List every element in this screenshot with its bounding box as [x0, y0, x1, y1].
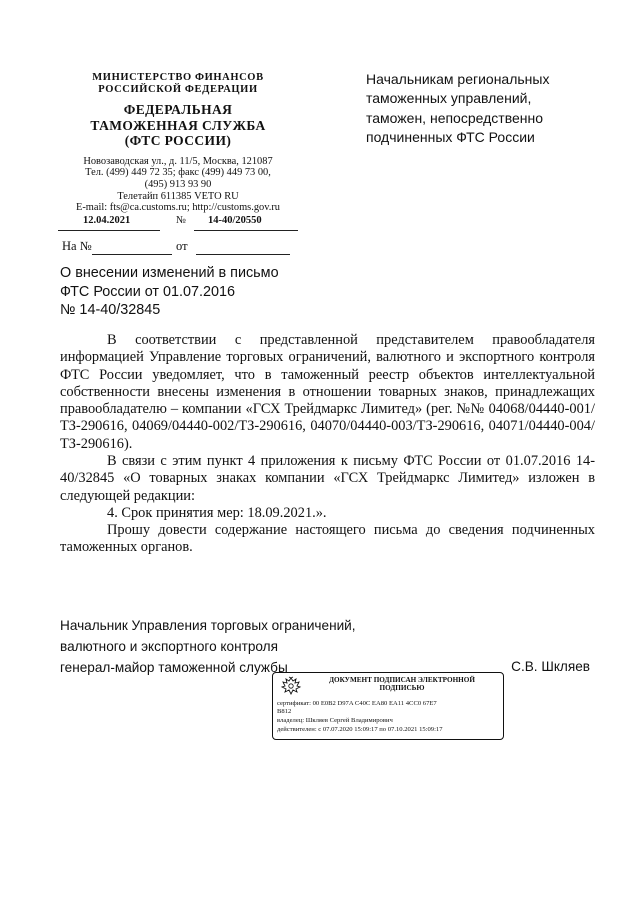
reference-date-blank [196, 254, 290, 255]
addressee-line: Начальникам региональных [366, 71, 550, 87]
signature-block [60, 615, 590, 678]
addressee-line: таможен, непосредственно [366, 109, 544, 126]
number-sign: № [176, 215, 187, 226]
certificate-serial: сертификат: 00 E0B2 D97A C40C EA80 EA11 4CC0 67E7 [277, 700, 437, 707]
subject-line: О внесении изменений в письмо [60, 265, 279, 281]
body-paragraph: 4. Срок принятия мер: 18.09.2021.». [107, 504, 327, 521]
email-line: E-mail: fts@ca.customs.ru; http://customs.gov.ru [76, 202, 280, 214]
date-underline [58, 230, 160, 231]
e-signature-stamp [272, 672, 504, 740]
letter-body [60, 332, 595, 557]
subject-line: № 14-40/32845 [60, 302, 161, 319]
ministry-line: МИНИСТЕРСТВО ФИНАНСОВ [92, 72, 264, 83]
sender-header [58, 72, 298, 214]
document-date: 12.04.2021 [83, 215, 131, 226]
teletype-line: Телетайп 611385 VETO RU [117, 190, 239, 202]
phone-line: Тел. (499) 449 72 35; факс (499) 449 73 00, [85, 167, 271, 179]
certificate-serial-cont: B812 [277, 708, 292, 715]
signatory-position: валютного и экспортного контроля [60, 639, 278, 655]
stamp-title-line: ДОКУМЕНТ ПОДПИСАН ЭЛЕКТРОННОЙ [329, 676, 475, 684]
addressee-line: подчиненных ФТС России [366, 128, 535, 145]
body-paragraph: В соответствии с представленной представителем правообладателя информацией Управление торговых ограничений, валютного и экспортного контроля ФТС России уведомляет, что в таможенный реестр объектов интеллектуальной собственности внесены изменения в отношении товарных знаков, принадлежащих правообладателю – компании «ГСХ Трейдмаркс Лимитед» (рег. №№ 04068/04440-001/ТЗ-290616, 04069/04440-002/ТЗ-290616, 04070/04440-003/ТЗ-290616, 04071/04440-004/ТЗ-290616). [60, 332, 595, 452]
signatory-rank: генерал-майор таможенной службы [60, 660, 288, 676]
body-paragraph: В связи с этим пункт 4 приложения к письму ФТС России от 01.07.2016 14-40/32845 «О товарных знаках компании «ГСХ Трейдмаркс Лимитед» изложен в следующей редакции: [60, 452, 595, 504]
reference-number-blank [92, 254, 172, 255]
subject-line: ФТС России от 01.07.2016 [60, 283, 236, 300]
signatory-position: Начальник Управления торговых ограничений, [60, 618, 356, 633]
reference-date-label: от [176, 239, 188, 253]
stamp-title [307, 676, 497, 693]
agency-contacts [58, 156, 298, 214]
signatory-name: С.В. Шкляев [511, 659, 590, 674]
certificate-validity: действителен: с 07.07.2020 15:09:17 по 07.10.2021 15:09:17 [277, 726, 443, 733]
stamp-title-line: ПОДПИСЬЮ [379, 684, 425, 693]
number-underline [194, 230, 298, 231]
agency-line: ТАМОЖЕННАЯ СЛУЖБА [90, 117, 266, 133]
document-number: 14-40/20550 [208, 215, 262, 226]
body-paragraph: Прошу довести содержание настоящего письма до сведения подчиненных таможенных органов. [60, 522, 595, 556]
reference-number-label: На № [62, 239, 92, 253]
addressee-line: таможенных управлений, [366, 90, 532, 107]
agency-name [58, 102, 298, 149]
letter-subject [60, 264, 340, 320]
phone-line: (495) 913 93 90 [144, 178, 212, 190]
certificate-owner: владелец: Шкляев Сергей Владимирович [277, 717, 393, 724]
agency-line: ФЕДЕРАЛЬНАЯ [123, 102, 233, 118]
address-line: Новозаводская ул., д. 11/5, Москва, 121087 [83, 155, 273, 167]
ministry-name [58, 72, 298, 96]
ministry-line: РОССИЙСКОЙ ФЕДЕРАЦИИ [98, 84, 258, 96]
addressee-block [366, 70, 596, 147]
eagle-emblem-icon [279, 676, 303, 696]
agency-line: (ФТС РОССИИ) [124, 133, 232, 149]
